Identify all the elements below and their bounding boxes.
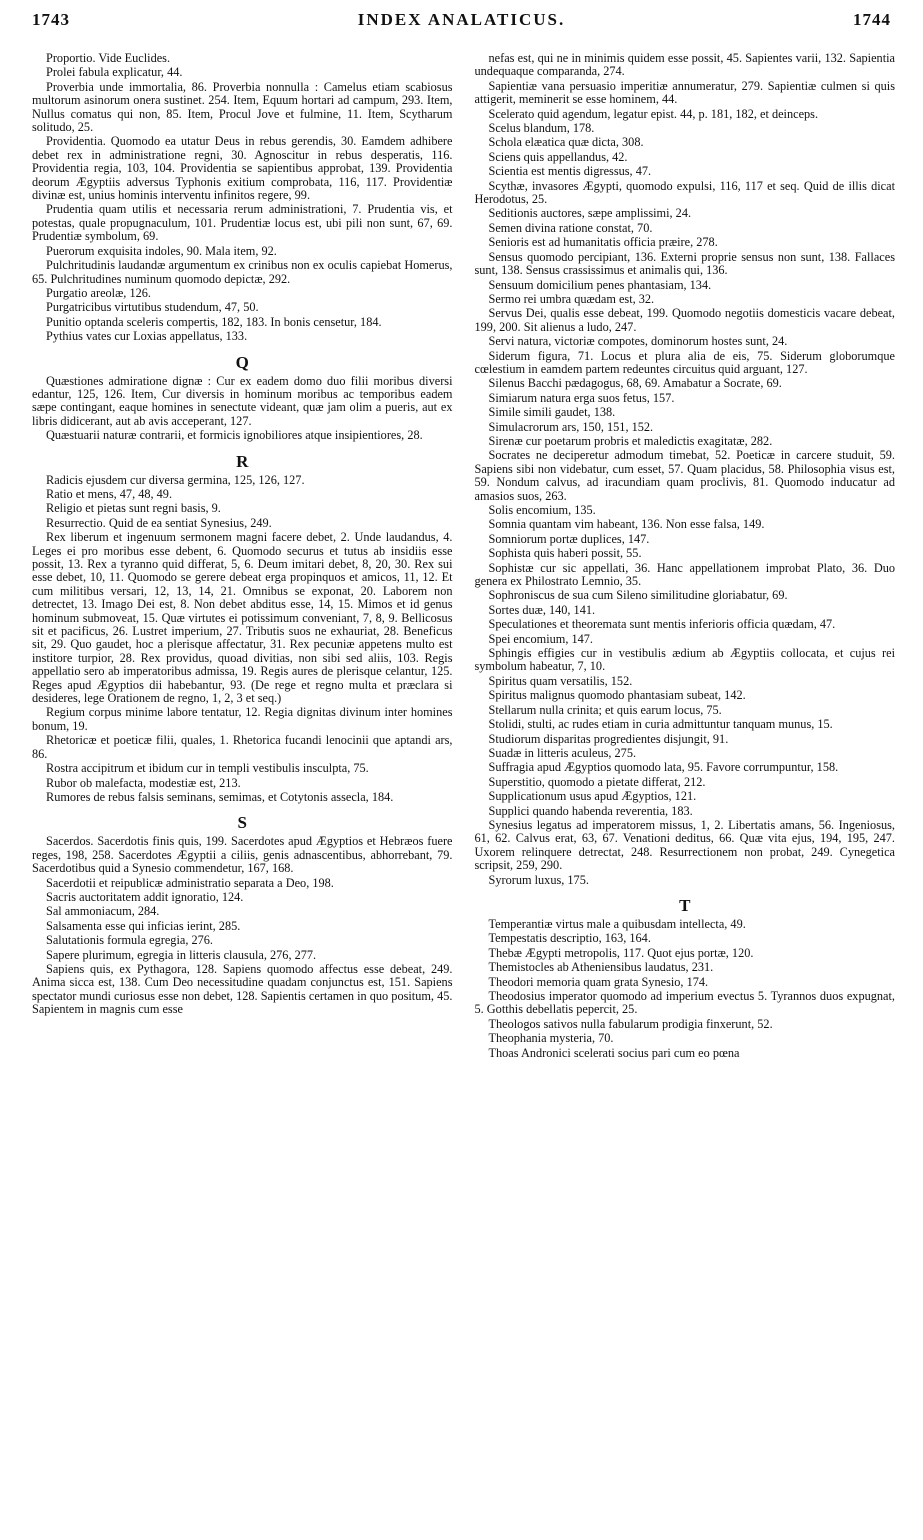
index-entry: Tempestatis descriptio, 163, 164. [488, 931, 651, 946]
index-entry: Proportio. Vide Euclides. [46, 52, 171, 65]
index-entry: Ratio et mens, 47, 48, 49. [46, 486, 173, 501]
index-entry: Sensus quomodo percipiant, 136. Externi proprie sensus non sunt, 138. Fallaces sunt, 138. Sensus crassissimus et animalis qui, 136. [474, 249, 895, 278]
index-entry: Sacerdos. Sacerdotis finis quis, 199. Sacerdotes apud Ægyptios et Hebræos fuere reges, 198, 258. Sacerdotes Ægyptii a ciliis, genis adnascentibus, abhorrebant, 79. Sacerdotibus quid a Synesio commendetur, 167, 168. [32, 834, 453, 876]
index-entry: Simulacrorum ars, 150, 151, 152. [488, 419, 654, 434]
index-entry: Pulchritudinis laudandæ argumentum ex crinibus non ex oculis capiebat Homerus, 65. Pulchritudines numinum quomodo depictæ, 292. [32, 258, 453, 286]
index-entry: Sophista quis haberi possit, 55. [488, 546, 642, 561]
index-entry: Supplicationum usus apud Ægyptios, 121. [488, 789, 697, 804]
index-entry: Solis encomium, 135. [488, 503, 596, 517]
index-entry: Supplici quando habenda reverentia, 183. [488, 803, 693, 818]
index-entry: Spiritus malignus quomodo phantasiam subeat, 142. [488, 688, 746, 703]
index-entry: Stellarum nulla crinita; et quis earum locus, 75. [488, 702, 722, 717]
page-title: INDEX ANALATICUS. [357, 10, 566, 29]
index-entry: Somniorum portæ duplices, 147. [488, 531, 650, 546]
index-columns [32, 52, 895, 1534]
index-entry: Scelerato quid agendum, legatur epist. 44, p. 181, 182, et deinceps. [488, 106, 819, 121]
index-entry: Suffragia apud Ægyptios quomodo lata, 95. Favore corrumpuntur, 158. [488, 760, 839, 775]
index-entry: Radicis ejusdem cur diversa germina, 125, 126, 127. [46, 472, 305, 487]
index-entry: Siderum figura, 71. Locus et plura alia de eis, 75. Siderum globorumque cœlestium in eamdem partem redeuntes circuitus quid arguant, 127. [474, 348, 895, 376]
index-entry: Rhetoricæ et poeticæ filii, quales, 1. Rhetorica fucandi lenocinii que aptandi ars, 86. [32, 733, 453, 761]
index-entry: Socrates ne deciperetur admodum timebat, 52. Poeticæ in carcere studuit, 59. Sapiens sibi non videbatur, cum esset, 57. Quam placidus, 58. Philosophia visus est, 59. Nondum calvus, ad iracundiam quam proclivis, 81. Quomodo inducatur ad amasios suos, 263. [474, 448, 895, 503]
index-entry: Sapere plurimum, egregia in litteris clausula, 276, 277. [46, 947, 317, 962]
index-entry: Superstitio, quomodo a pietate differat, 212. [488, 774, 706, 789]
index-entry: Sacris auctoritatem addit ignoratio, 124. [46, 889, 244, 904]
index-entry: Rubor ob malefacta, modestiæ est, 213. [46, 775, 241, 790]
index-entry: Theologos sativos nulla fabularum prodigia finxerunt, 52. [488, 1016, 773, 1031]
index-entry: Rumores de rebus falsis seminans, semimas, et Cotytonis assecla, 184. [46, 789, 394, 804]
index-entry: Salsamenta esse qui inficias ierint, 285. [46, 918, 241, 933]
index-entry: Purgatricibus virtutibus studendum, 47, 50. [46, 300, 259, 315]
index-entry: Prolei fabula explicatur, 44. [46, 65, 183, 80]
index-entry: Theophania mysteria, 70. [488, 1031, 614, 1046]
index-entry: Religio et pietas sunt regni basis, 9. [46, 501, 221, 516]
index-entry: Sacerdotii et reipublicæ administratio separata a Deo, 198. [46, 875, 334, 890]
left-column [32, 52, 453, 1534]
index-entry: Regium corpus minime labore tentatur, 12. Regia dignitas divinum inter homines bonum, 19. [32, 705, 453, 733]
index-entry: Servus Dei, qualis esse debeat, 199. Quomodo negotiis domesticis vacare debeat, 199, 200. Sit alienus a ludo, 247. [474, 306, 895, 334]
index-entry: Sirenæ cur poetarum probris et maledictis exagitatæ, 282. [488, 433, 773, 448]
index-entry: Temperantiæ virtus male a quibusdam intellecta, 49. [488, 916, 746, 931]
index-entry: Pythius vates cur Loxias appellatus, 133. [46, 329, 248, 344]
index-entry: Sensuum domicilium penes phantasiam, 134. [488, 277, 712, 292]
index-entry: Proverbia unde immortalia, 86. Proverbia nonnulla : Camelus etiam scabiosus multorum asinorum onera sustinet. 254. Item, Equum hortari ad campum, 293. Item, Nullus comatus qui non, 85. Item, Procul Jove et fulmine, 11. Item, Scytharum solitudo, 25. [32, 79, 453, 135]
index-entry: Sapiens quis, ex Pythagora, 128. Sapiens quomodo affectus esse debeat, 249. Anima sicca est, 138. Cum Deo necessitudine quadam conjunctus est, 151. Sapiens spectator mundi curiosus esse non debet, 128. Sapientis certamen in quo positum, 45. Sapientem in magnis cum esse [32, 961, 453, 1017]
index-entry: Prudentia quam utilis et necessaria rerum administrationi, 7. Prudentia vis, et potestas, quale propugnaculum, 101. Prudentiæ locus est, ubi pili non sunt, 67, 69. Prudentiæ symbolum, 69. [32, 202, 453, 244]
index-entry: Thoas Andronici scelerati socius pari cum eo pœna [488, 1045, 740, 1060]
index-entry: Silenus Bacchi pædagogus, 68, 69. Amabatur a Socrate, 69. [488, 376, 782, 391]
index-entry: Scientia est mentis digressus, 47. [488, 164, 652, 179]
index-entry: Somnia quantam vim habeant, 136. Non esse falsa, 149. [488, 517, 765, 532]
index-entry: Themistocles ab Atheniensibus laudatus, 231. [488, 960, 714, 975]
page-number-left: 1743 [32, 10, 70, 29]
index-entry: Simiarum natura erga suos fetus, 157. [488, 390, 675, 405]
index-entry: Spiritus quam versatilis, 152. [488, 673, 633, 688]
index-entry: Sciens quis appellandus, 42. [488, 149, 628, 164]
index-entry: Purgatio areolæ, 126. [46, 285, 151, 300]
index-entry: Simile simili gaudet, 138. [488, 405, 616, 420]
index-entry: Rex liberum et ingenuum sermonem magni facere debet, 2. Unde laudandus, 4. Leges ei pro moribus esse debent, 6. Quomodo securus et tutus ab insidiis esse possit, 13. Rex a tyranno quid differat, 5, 6. Deum imitari debet, 8, 20, 30. Rex sui esse debet, 10, 11. Quomodo se gerere debeat erga propinquos et amicos, 11, 12. Et cum militibus versari, 12, 13, 14, 21. Omnibus se exponat, 20. Laborem non detrectet, 13. Imago Dei est, 8. Non debet abditus esse, 14, 15. Mimos et id genus hominum submoveat, 15. Quæ virtutes ei potissimum conveniant, 7, 8, 9. Bellicosus sit et pacificus, 26. Lustret imperium, 27. Tributis suos ne exhauriat, 28. Beneficus sit, 29. Quo gaudet, hoc a plerisque affectatur, 31. Rex pecuniæ appetens multo est institore turpior, 28. Rex providus, quoad divitias, non sibi sed aliis, 103. Regis appellatio sero ab imperatoribus admissa, 19. Regis aures de plerisque celantur, 125. Reges apud Ægyptios dii habebantur, 93. (De rege et regno multa et præclara si desideres, lege Orationem de regno, 1, 2, 3 et seq.) [32, 530, 453, 706]
index-entry: Sophroniscus de sua cum Sileno similitudine gloriabatur, 69. [488, 588, 788, 603]
index-entry: Scythæ, invasores Ægypti, quomodo expulsi, 116, 117 et seq. Quid de illis dicat Herodotus, 25. [474, 178, 895, 207]
index-entry: Quæstuarii naturæ contrarii, et formicis ignobiliores atque insipientiores, 28. [46, 428, 423, 443]
index-entry: nefas est, qui ne in minimis quidem esse possit, 45. Sapientes varii, 132. Sapientia undequaque comparanda, 274. [474, 52, 895, 79]
index-entry: Schola elæatica quæ dicta, 308. [488, 135, 644, 150]
index-entry: Stolidi, stulti, ac rudes etiam in curia admittuntur tanquam munus, 15. [488, 717, 833, 732]
index-entry: Theodosius imperator quomodo ad imperium evectus 5. Tyrannos duos expugnat, 5. Gotthis debellatis pepercit, 25. [474, 989, 895, 1017]
index-entry: Rostra accipitrum et ibidum cur in templi vestibulis insculpta, 75. [46, 761, 369, 776]
index-entry: Sermo rei umbra quædam est, 32. [488, 291, 655, 306]
section-letter: S [237, 813, 247, 833]
index-entry: Salutationis formula egregia, 276. [46, 933, 213, 948]
right-column [475, 52, 896, 1534]
index-entry: Providentia. Quomodo ea utatur Deus in rebus gerendis, 30. Eamdem adhibere debet rex in administratione regni, 30. Agnoscitur in rebus desperatis, 116. Providentia regia, 103, 104. Providentia se sapientibus approbat, 139. Providentia deorum Ægyptiis adversus Typhonis exitium comprobata, 116, 117. Providentiæ divinæ est, unius hominis interventu infinitos regere, 99. [32, 134, 453, 203]
index-entry: Speculationes et theoremata sunt mentis inferioris officia quædam, 47. [488, 617, 836, 632]
index-entry: Senioris est ad humanitatis officia præire, 278. [488, 235, 718, 250]
index-entry: Servi natura, victoriæ compotes, dominorum hostes sunt, 24. [488, 334, 788, 349]
section-letter: Q [235, 352, 249, 372]
index-entry: Punitio optanda sceleris compertis, 182, 183. In bonis censetur, 184. [46, 314, 382, 329]
index-entry: Theodori memoria quam grata Synesio, 174. [488, 974, 709, 989]
page-number-right: 1744 [853, 10, 891, 29]
index-entry: Resurrectio. Quid de ea sentiat Synesius, 249. [46, 515, 272, 530]
index-entry: Synesius legatus ad imperatorem missus, 1, 2. Libertatis amans, 56. Ingeniosus, 61, 62. Calvus erat, 63, 67. Venationi deditus, 66. Quæ vita ejus, 194, 195, 247. Uxorem relinquere detrectat, 248. Resurrectionem non probat, 249. Cynegetica scripsit, 259, 290. [474, 817, 895, 873]
index-entry: Studiorum disparitas progredientes disjungit, 91. [488, 731, 729, 746]
index-entry: Scelus blandum, 178. [488, 121, 595, 136]
index-entry: Seditionis auctores, sæpe amplissimi, 24. [488, 206, 692, 221]
index-entry: Quæstiones admiratione dignæ : Cur ex eadem domo duo filii moribus diversi edantur, 125, 126. Item, Cur diversis in hominum moribus ac temporibus eadem sæpe contingant, eaque homines in senectute videant, quæ jam olim a pueris, aut ex libris didicerant, aut ab avis acceperant, 127. [32, 373, 453, 428]
index-entry: Thebæ Ægypti metropolis, 117. Quot ejus portæ, 120. [488, 945, 754, 960]
index-entry: Suadæ in litteris aculeus, 275. [488, 745, 637, 760]
section-letter: R [236, 451, 249, 471]
index-entry: Puerorum exquisita indoles, 90. Mala item, 92. [46, 243, 277, 258]
index-entry: Sal ammoniacum, 284. [46, 904, 160, 919]
index-entry: Sophistæ cur sic appellati, 36. Hanc appellationem improbat Plato, 36. Duo genera ex Philostrato Lemnio, 35. [474, 560, 895, 589]
page-header [32, 10, 891, 40]
section-letter: T [679, 895, 691, 915]
index-entry: Sphingis effigies cur in vestibulis ædium ab Ægyptiis collocata, et cujus rei symbolum habeatur, 7, 10. [474, 646, 895, 674]
index-entry: Semen divina ratione constat, 70. [488, 220, 653, 235]
index-entry: Sapientiæ vana persuasio imperitiæ annumeratur, 279. Sapientiæ culmen si quis attigerit, meminerit se esse hominem, 44. [474, 78, 895, 107]
index-entry: Sortes duæ, 140, 141. [488, 602, 596, 617]
index-entry: Spei encomium, 147. [488, 631, 594, 646]
index-entry: Syrorum luxus, 175. [488, 872, 589, 887]
